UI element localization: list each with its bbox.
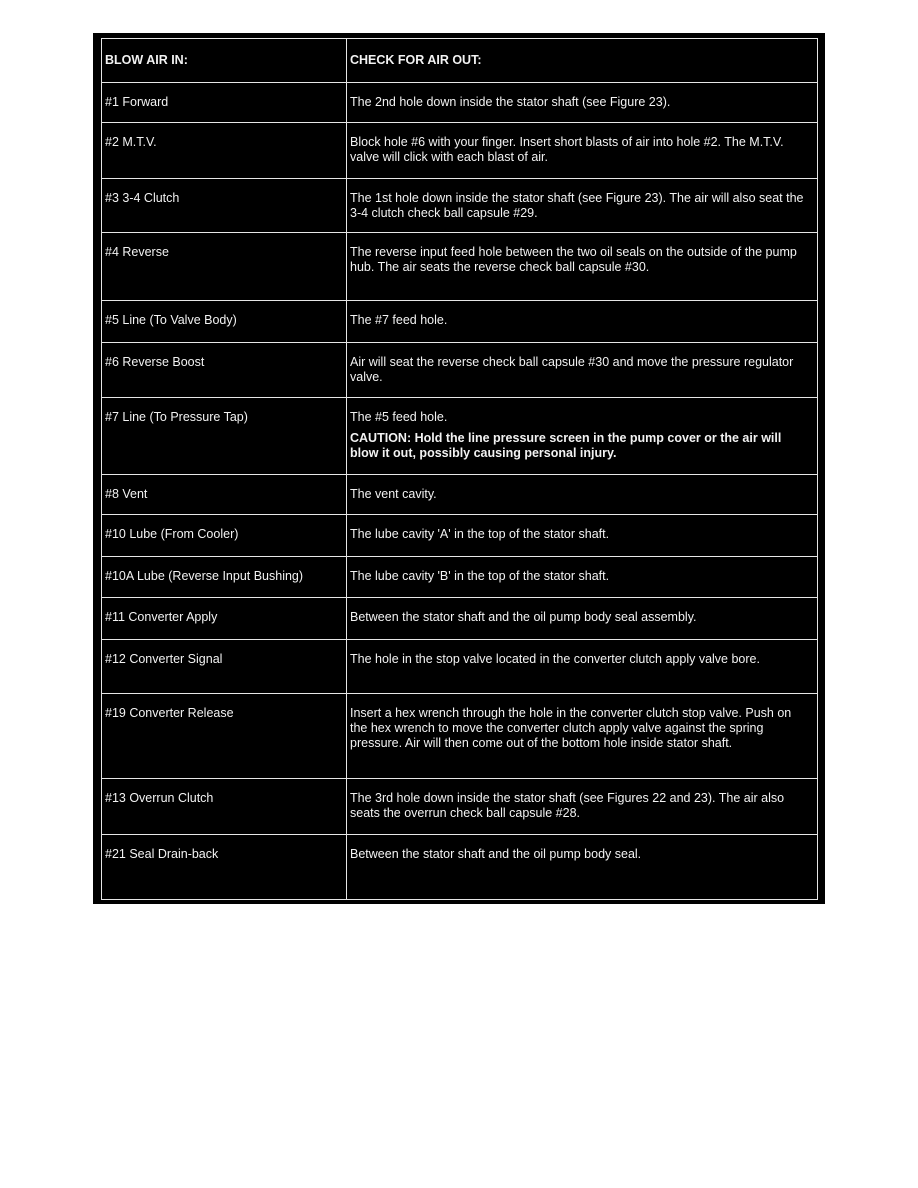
check-cell — [347, 398, 818, 475]
caution-note: CAUTION: Hold the line pressure screen in the pump cover or the air will blow it out, possibly causing personal injury. — [350, 431, 782, 460]
check-cell: Block hole #6 with your finger. Insert short blasts of air into hole #2. The M.T.V. valve will click with each blast of air. — [347, 123, 818, 179]
check-cell: The lube cavity 'A' in the top of the stator shaft. — [347, 515, 818, 557]
table-row — [102, 598, 818, 640]
check-cell: The 2nd hole down inside the stator shaft (see Figure 23). — [347, 83, 818, 123]
header-row — [102, 39, 818, 83]
port-cell: #2 M.T.V. — [102, 123, 347, 179]
header-blow-air-in: BLOW AIR IN: — [102, 39, 347, 83]
port-cell: #6 Reverse Boost — [102, 343, 347, 398]
port-cell: #19 Converter Release — [102, 694, 347, 779]
table-row — [102, 835, 818, 900]
air-check-panel — [93, 33, 825, 904]
check-cell: Insert a hex wrench through the hole in the converter clutch stop valve. Push on the hex wrench to move the converter clutch apply valve against the spring pressure. Air will then come out of the bottom hole inside stator shaft. — [347, 694, 818, 779]
table-row — [102, 233, 818, 301]
table-row — [102, 343, 818, 398]
header-check-for-air-out: CHECK FOR AIR OUT: — [347, 39, 818, 83]
table-row — [102, 640, 818, 694]
table-row — [102, 179, 818, 233]
port-cell: #10A Lube (Reverse Input Bushing) — [102, 557, 347, 598]
table-row — [102, 694, 818, 779]
check-cell: Between the stator shaft and the oil pump body seal assembly. — [347, 598, 818, 640]
table-row — [102, 123, 818, 179]
table-row — [102, 83, 818, 123]
port-cell: #10 Lube (From Cooler) — [102, 515, 347, 557]
check-cell: The hole in the stop valve located in the converter clutch apply valve bore. — [347, 640, 818, 694]
table-row — [102, 475, 818, 515]
table-row — [102, 779, 818, 835]
port-cell: #5 Line (To Valve Body) — [102, 301, 347, 343]
check-cell: The reverse input feed hole between the two oil seals on the outside of the pump hub. The air seats the reverse check ball capsule #30. — [347, 233, 818, 301]
table-row — [102, 398, 818, 475]
check-text: The #5 feed hole. — [350, 410, 448, 424]
air-check-table — [101, 38, 818, 900]
port-cell: #4 Reverse — [102, 233, 347, 301]
check-cell: The 1st hole down inside the stator shaft (see Figure 23). The air will also seat the 3-4 clutch check ball capsule #29. — [347, 179, 818, 233]
table-row — [102, 557, 818, 598]
check-cell: Air will seat the reverse check ball capsule #30 and move the pressure regulator valve. — [347, 343, 818, 398]
port-cell: #21 Seal Drain-back — [102, 835, 347, 900]
table-row — [102, 301, 818, 343]
check-cell: The lube cavity 'B' in the top of the stator shaft. — [347, 557, 818, 598]
check-cell: The vent cavity. — [347, 475, 818, 515]
check-cell: Between the stator shaft and the oil pump body seal. — [347, 835, 818, 900]
port-cell: #12 Converter Signal — [102, 640, 347, 694]
port-cell: #8 Vent — [102, 475, 347, 515]
port-cell: #11 Converter Apply — [102, 598, 347, 640]
table-row — [102, 515, 818, 557]
check-cell: The 3rd hole down inside the stator shaft (see Figures 22 and 23). The air also seats the overrun check ball capsule #28. — [347, 779, 818, 835]
port-cell: #1 Forward — [102, 83, 347, 123]
port-cell: #13 Overrun Clutch — [102, 779, 347, 835]
check-cell: The #7 feed hole. — [347, 301, 818, 343]
port-cell: #3 3-4 Clutch — [102, 179, 347, 233]
port-cell: #7 Line (To Pressure Tap) — [102, 398, 347, 475]
